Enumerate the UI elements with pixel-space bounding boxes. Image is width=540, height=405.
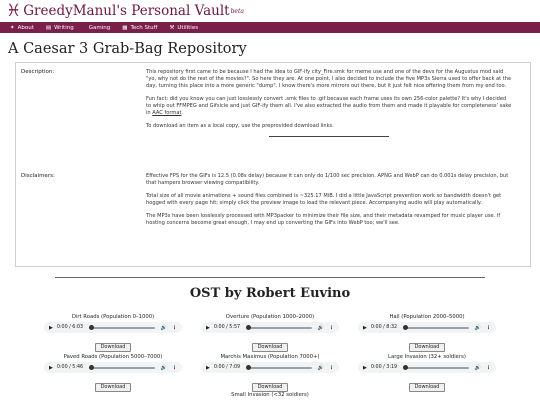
track-name: Overture (Population 1000–2000) [225,314,315,320]
more-options-icon[interactable]: ⋮ [172,364,177,371]
track-name: Hail (Population 2000–5000) [389,314,465,320]
nav-writing-label: Writing [54,24,74,31]
site-title[interactable]: GreedyManul's Personal Vault [23,3,230,19]
pisces-logo-icon[interactable]: ♓ [6,0,22,21]
nav-about-label: About [17,24,34,31]
nav-gaming[interactable] [86,25,111,31]
track-card [28,314,198,352]
volume-icon[interactable]: 🔊 [474,324,481,331]
seek-slider[interactable] [89,327,155,329]
volume-icon[interactable]: 🔊 [160,364,167,371]
track-card [342,314,512,352]
track-card [185,354,355,392]
track-name: Small Invasion (<32 soldiers) [231,392,309,398]
nav-about[interactable] [10,25,34,31]
audio-player [44,322,182,333]
description-label: Description: [21,69,55,75]
nav-tech-stuff-label: Tech Stuff [130,24,158,31]
seek-handle[interactable] [89,325,94,330]
audio-player [201,362,339,373]
download-button[interactable]: Download [252,383,289,392]
disclaimers-label: Disclaimers: [21,173,55,179]
seek-slider[interactable] [403,327,469,329]
more-options-icon[interactable]: ⋮ [329,364,334,371]
seek-slider[interactable] [246,367,312,369]
more-options-icon[interactable]: ⋮ [329,324,334,331]
track-name: Large Invasion (32+ soldiers) [388,354,466,360]
notebook-icon: ▤ [45,24,52,31]
download-button[interactable]: Download [252,343,289,352]
play-icon[interactable]: ▶ [363,364,367,371]
nav-utilities-label: Utilities [177,24,199,31]
volume-icon[interactable]: 🔊 [317,364,324,371]
main-nav [0,22,540,33]
section-divider [55,277,485,278]
beta-badge: beta [230,7,244,15]
time-readout: 0:00 / 8:32 [370,325,398,330]
nav-gaming-label: Gaming [88,24,111,31]
track-name: Paved Roads (Population 5000–7000) [63,354,163,360]
download-button[interactable]: Download [95,383,132,392]
time-readout: 0:00 / 5:46 [56,365,84,370]
play-icon[interactable]: ▶ [206,364,210,371]
disclaimer-paragraph: The MP3s have been losslessly processed with MP3packer to minimize their file size, and their metadata revamped for music player use. If hosting concerns become great enough, I may end up converting the GIFs into WebP too; we'll see. [146,213,501,226]
seek-slider[interactable] [246,327,312,329]
volume-icon[interactable]: 🔊 [317,324,324,331]
page-title: A Caesar 3 Grab-Bag Repository [8,41,247,57]
play-icon[interactable]: ▶ [49,364,53,371]
server-icon: ▦ [122,24,128,31]
volume-icon[interactable]: 🔊 [474,364,481,371]
seek-handle[interactable] [403,365,408,370]
aac-format-link[interactable]: AAC format [152,110,182,116]
description-body [146,69,512,137]
disclaimers-body [146,173,512,233]
seek-slider[interactable] [403,367,469,369]
disclaimer-paragraph: Effective FPS for the GIFs is 12.5 (0.08s delay) because it can only do 1/100 sec precision. APNG and WebP can do 0.001s delay precision, but that hampers browser viewing compatibility. [146,173,509,186]
tools-icon: ⚒ [169,24,175,31]
seek-handle[interactable] [246,325,251,330]
download-button[interactable]: Download [95,343,132,352]
audio-player [44,362,182,373]
time-readout: 0:00 / 7:09 [213,365,241,370]
audio-player [358,362,496,373]
more-options-icon[interactable]: ⋮ [172,324,177,331]
volume-icon[interactable]: 🔊 [160,324,167,331]
time-readout: 0:00 / 3:19 [370,365,398,370]
play-icon[interactable]: ▶ [49,324,53,331]
track-card [28,354,198,392]
star-icon: ✦ [10,24,15,31]
time-readout: 0:00 / 6:03 [56,325,84,330]
audio-player [358,322,496,333]
info-table [15,62,531,267]
divider [269,136,389,137]
nav-utilities[interactable] [169,25,198,31]
nav-writing[interactable] [46,25,74,31]
description-paragraph: Fun fact: did you know you can just losslessly convert .smk files to .gif because each frame uses its own 256-color palette? It's why I decided to whip out FFMPEG and Gifsicle and just GIF-ify them all. I've also extracted the audio from them and made it playable for completeness' sake in AAC format. [146,96,512,116]
more-options-icon[interactable]: ⋮ [486,324,491,331]
play-icon[interactable]: ▶ [206,324,210,331]
more-options-icon[interactable]: ⋮ [486,364,491,371]
audio-player [201,322,339,333]
disclaimer-paragraph: Total size of all movie animations + sound files combined is ~325.17 MiB. I did a little JavaScript prevention work so bandwidth doesn't get hogged with every page hit; simply click the preview image to load the relevant piece. Accompanying audio will play automatically. [146,193,502,206]
seek-handle[interactable] [403,325,408,330]
seek-slider[interactable] [89,367,155,369]
track-card [185,392,355,399]
seek-handle[interactable] [89,365,94,370]
description-paragraph: This repository first came to be because I had the idea to GIF-ify city_Fire.smk for meme use and one of the devs for the Augustus mod said "yo, why not do the rest of the movies?". So here they are. At one point, I also decided to include the five MP3s Sierra used to offer back at the day, turning this place into a more generic "dump". I know there's more mirrors out there, but it just felt nice offering them from my end too. [146,69,512,89]
nav-tech-stuff[interactable] [122,25,157,31]
track-card [185,314,355,352]
description-paragraph: To download an item as a local copy, use the preprovided download links. [146,123,334,129]
seek-handle[interactable] [246,365,251,370]
site-header [0,0,540,22]
play-icon[interactable]: ▶ [363,324,367,331]
ost-heading: OST by Robert Euvino [189,286,351,301]
download-button[interactable]: Download [409,343,446,352]
download-button[interactable]: Download [409,383,446,392]
track-card [342,354,512,392]
track-name: Marchis Maximus (Population 7000+) [220,354,320,360]
track-name: Dirt Roads (Population 0–1000) [71,314,155,320]
time-readout: 0:00 / 5:57 [213,325,241,330]
